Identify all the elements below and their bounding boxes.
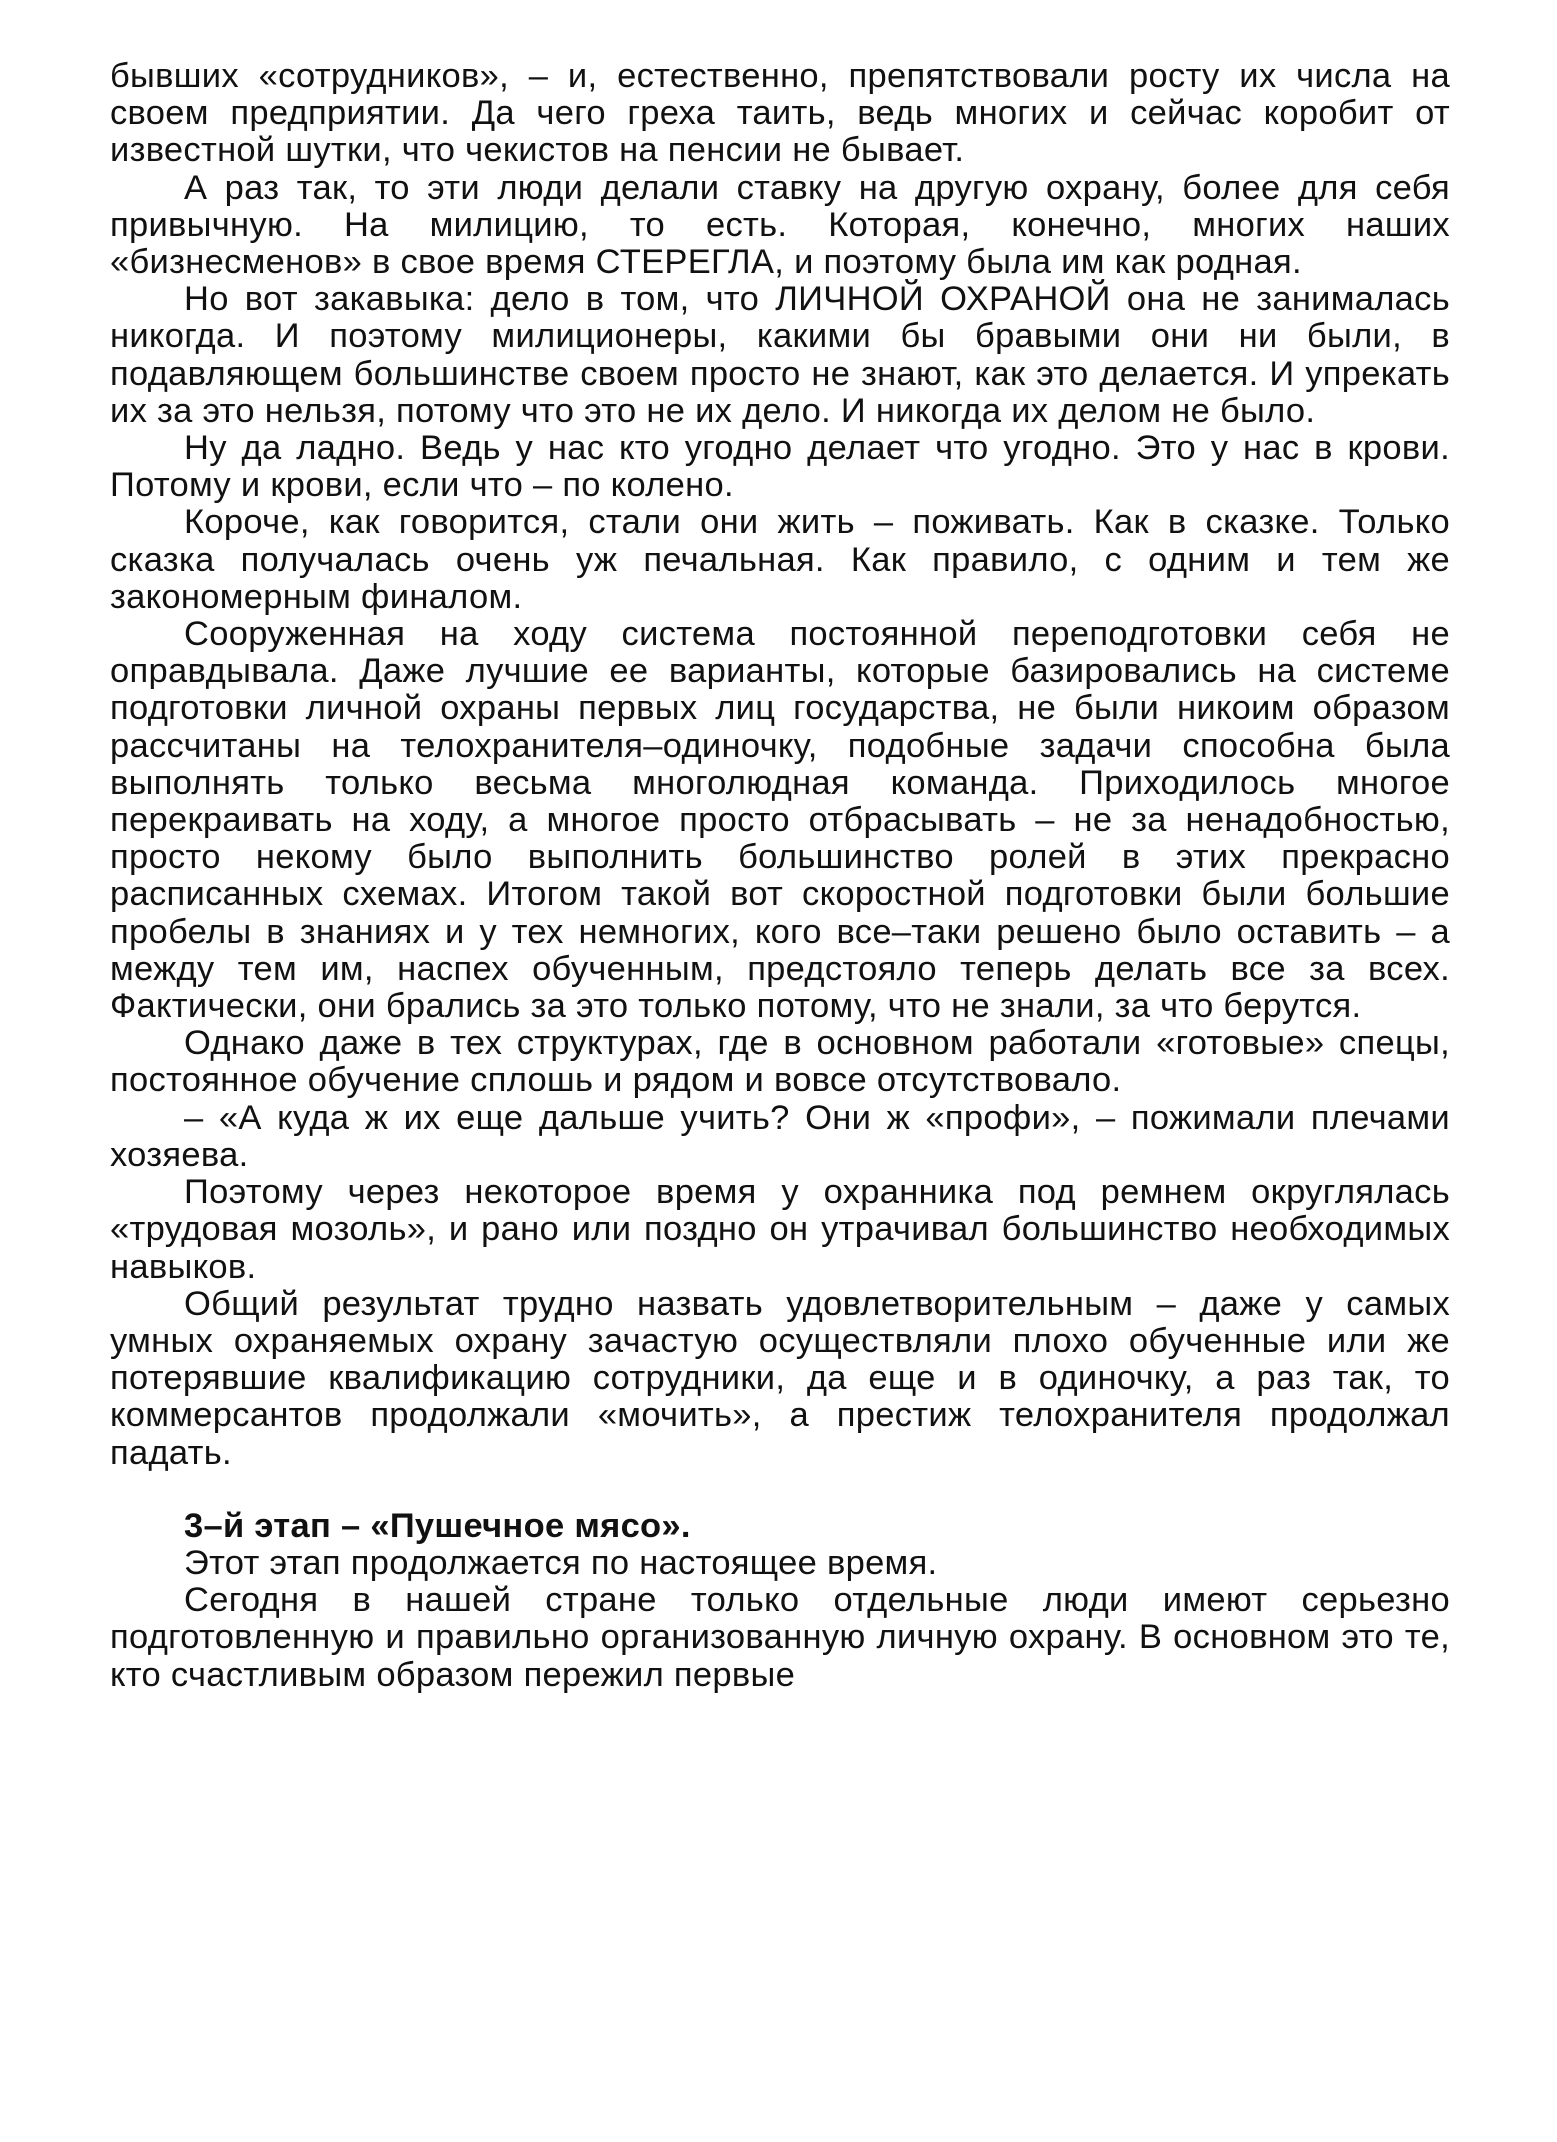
paragraph-6: Сооруженная на ходу система постоянной переподготовки себя не оправдывала. Даже лучшие ее варианты, которые базировались на системе подготовки личной охраны первых лиц государства, не были никоим образом рассчитаны на телохранителя–одиночку, подобные задачи способна была выполнять только весьма многолюдная команда. Приходилось многое перекраивать на ходу, а многое просто отбрасывать – не за ненадобностью, просто некому было выполнить большинство ролей в этих прекрасно расписанных схемах. Итогом такой вот скоростной подготовки были большие пробелы в знаниях и у тех немногих, кого все–таки решено было оставить – а между тем им, наспех обученным, предстояло теперь делать все за всех. Фактически, они брались за это только потому, что не знали, за что берутся. xyxy=(110,615,1450,1026)
document-page xyxy=(110,58,1450,1694)
paragraph-2: А раз так, то эти люди делали ставку на другую охрану, более для себя привычную. На милицию, то есть. Которая, конечно, многих наших «бизнесменов» в свое время СТЕРЕГЛА, и поэтому была им как родная. xyxy=(110,168,1450,282)
paragraph-11: Этот этап продолжается по настоящее время. xyxy=(184,1543,938,1582)
paragraph-4: Ну да ладно. Ведь у нас кто угодно делает что угодно. Это у нас в крови. Потому и крови, если что – по колено. xyxy=(110,429,1450,505)
paragraph-5: Короче, как говорится, стали они жить – поживать. Как в сказке. Только сказка получалась очень уж печальная. Как правило, с одним и тем же закономерным финалом. xyxy=(110,503,1450,616)
section-heading: 3–й этап – «Пушечное мясо». xyxy=(184,1506,691,1545)
paragraph-9: Поэтому через некоторое время у охранника под ремнем округлялась «трудовая мозоль», и рано или поздно он утрачивал большинство необходимых навыков. xyxy=(110,1173,1450,1286)
paragraph-8: – «А куда ж их еще дальше учить? Они ж «профи», – пожимали плечами хозяева. xyxy=(110,1098,1450,1174)
paragraph-7: Однако даже в тех структурах, где в основном работали «готовые» спецы, постоянное обучение сплошь и рядом и вовсе отсутствовало. xyxy=(110,1024,1450,1100)
paragraph-3: Но вот закавыка: дело в том, что ЛИЧНОЙ ОХРАНОЙ она не занималась никогда. И поэтому милиционеры, какими бы бравыми они ни были, в подавляющем большинстве своем просто не знают, как это делается. И упрекать их за это нельзя, потому что это не их дело. И никогда их делом не было. xyxy=(110,280,1450,430)
paragraph-12: Сегодня в нашей стране только отдельные люди имеют серьезно подготовленную и правильно организованную личную охрану. В основном это те, кто счастливым образом пережил первые xyxy=(110,1581,1450,1694)
paragraph-1: бывших «сотрудников», – и, естественно, препятствовали росту их числа на своем предприятии. Да чего греха таить, ведь многих и сейчас коробит от известной шутки, что чекистов на пенсии не бывает. xyxy=(110,57,1450,170)
paragraph-10: Общий результат трудно назвать удовлетворительным – даже у самых умных охраняемых охрану зачастую осуществляли плохо обученные или же потерявшие квалификацию сотрудники, да еще и в одиночку, а раз так, то коммерсантов продолжали «мочить», а престиж телохранителя продолжал падать. xyxy=(110,1284,1450,1472)
